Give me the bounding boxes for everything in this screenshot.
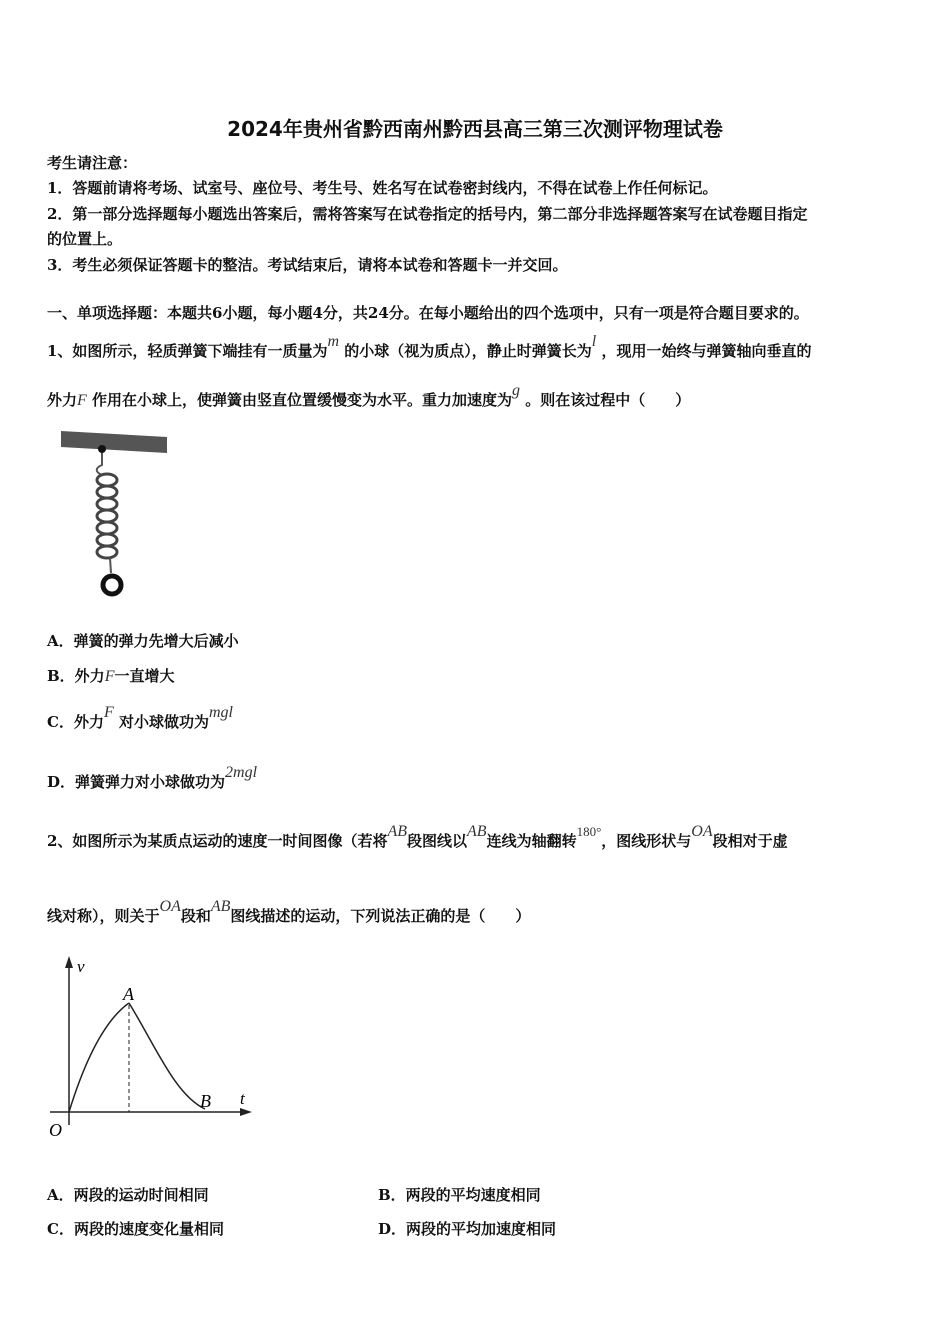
q1-option-c (47, 704, 233, 732)
vt-graph (40, 950, 270, 1150)
q1-text-1: 1、如图所示，轻质弹簧下端挂有一质量为 (47, 342, 328, 360)
q2-text-4: ，图线形状与 (601, 832, 692, 850)
notice-heading: 考生请注意： (47, 154, 138, 172)
section-heading: 一、单项选择题：本题共6小题，每小题4分，共24分。在每小题给出的四个选项中，只有一项是符合题目要求的。 (47, 304, 809, 322)
q2-text-8: 图线描述的运动，下列说法正确的是（ ） (230, 907, 531, 925)
q2-text-5: 段相对于虚 (712, 832, 788, 850)
q1-text-3: ，现用一始终与弹簧轴向垂直的 (601, 342, 812, 360)
q1-var-g: g (512, 382, 521, 399)
q1-option-b-pre: B．外力 (47, 667, 105, 685)
spring-figure (55, 425, 175, 605)
q1-option-b (47, 665, 174, 686)
label-t: t (240, 1089, 245, 1108)
q1-text-6: 。则在该过程中（ ） (525, 391, 691, 409)
q1-line-2 (47, 382, 691, 410)
q2-text-7: 段和 (180, 907, 211, 925)
label-v: v (77, 957, 85, 976)
q2-option-d: D．两段的平均加速度相同 (378, 1220, 557, 1238)
q1-option-d-pre: D．弹簧弹力对小球做功为 (47, 773, 226, 791)
notice-item-2: 2．第一部分选择题每小题选出答案后，需将答案写在试卷指定的括号内，第二部分非选择题答案写在试卷题目指定 (47, 205, 808, 223)
q2-line-1 (47, 823, 788, 851)
q1-option-a: A．弹簧的弹力先增大后减小 (47, 632, 239, 650)
q2-text-2: 段图线以 (407, 832, 468, 850)
notice-item-3: 3．考生必须保证答题卡的整洁。考试结束后，请将本试卷和答题卡一并交回。 (47, 256, 568, 274)
ceiling-bar (61, 431, 167, 453)
q1-text-4: 外力 (47, 391, 78, 409)
q2-var-oa-1: OA (691, 823, 713, 840)
q1-option-c-pre: C．外力 (47, 713, 104, 731)
page-title: 2024年贵州省黔西南州黔西县高三第三次测评物理试卷 (227, 117, 723, 141)
q1-option-c-val: mgl (208, 704, 233, 721)
q1-var-l: l (591, 333, 597, 350)
q2-var-oa-2: OA (159, 898, 181, 915)
q2-option-c: C．两段的速度变化量相同 (47, 1220, 224, 1238)
q2-text-1: 2、如图所示为某质点运动的速度一时间图像（若将 (47, 832, 388, 850)
q1-line-1 (47, 333, 812, 361)
q1-option-c-var: F (103, 704, 114, 721)
q1-option-b-post: 一直增大 (114, 667, 175, 685)
curve-oa (69, 1003, 129, 1112)
q2-var-ab-3: AB (210, 898, 231, 915)
ball (103, 576, 121, 594)
curve-ab (129, 1003, 205, 1109)
notice-item-1: 1．答题前请将考场、试室号、座位号、考生号、姓名写在试卷密封线内，不得在试卷上作任何标记。 (47, 179, 718, 197)
q2-option-a: A．两段的运动时间相同 (47, 1186, 209, 1204)
q1-text-2: 的小球（视为质点），静止时弹簧长为 (344, 342, 592, 360)
spring-coils (97, 474, 117, 558)
q1-var-F: F (77, 392, 87, 409)
q1-option-d (47, 764, 258, 792)
q1-option-c-mid: 对小球做功为 (118, 713, 209, 731)
spring-top-wire (97, 453, 102, 475)
notice-item-2-cont: 的位置上。 (47, 230, 123, 248)
q1-var-m: m (327, 333, 340, 350)
q1-option-d-val: 2mgl (225, 764, 258, 781)
q2-var-ab-1: AB (387, 823, 407, 840)
v-axis-arrow (65, 956, 73, 968)
q2-text-6: 线对称），则关于 (47, 907, 160, 925)
q2-line-2 (47, 898, 531, 926)
q2-var-deg: 180° (576, 824, 602, 839)
q2-text-3: 连线为轴翻转 (486, 832, 577, 850)
label-b: B (200, 1091, 211, 1111)
q2-option-b: B．两段的平均速度相同 (378, 1186, 541, 1204)
spring-anchor (98, 445, 106, 453)
spring-bottom-wire (110, 558, 111, 573)
label-a: A (123, 984, 134, 1004)
q2-var-ab-2: AB (467, 823, 487, 840)
t-axis-arrow (240, 1108, 252, 1116)
label-o: O (49, 1120, 62, 1140)
q1-text-5: 作用在小球上，使弹簧由竖直位置缓慢变为水平。重力加速度为 (92, 391, 513, 409)
q1-option-b-var: F (104, 668, 115, 685)
